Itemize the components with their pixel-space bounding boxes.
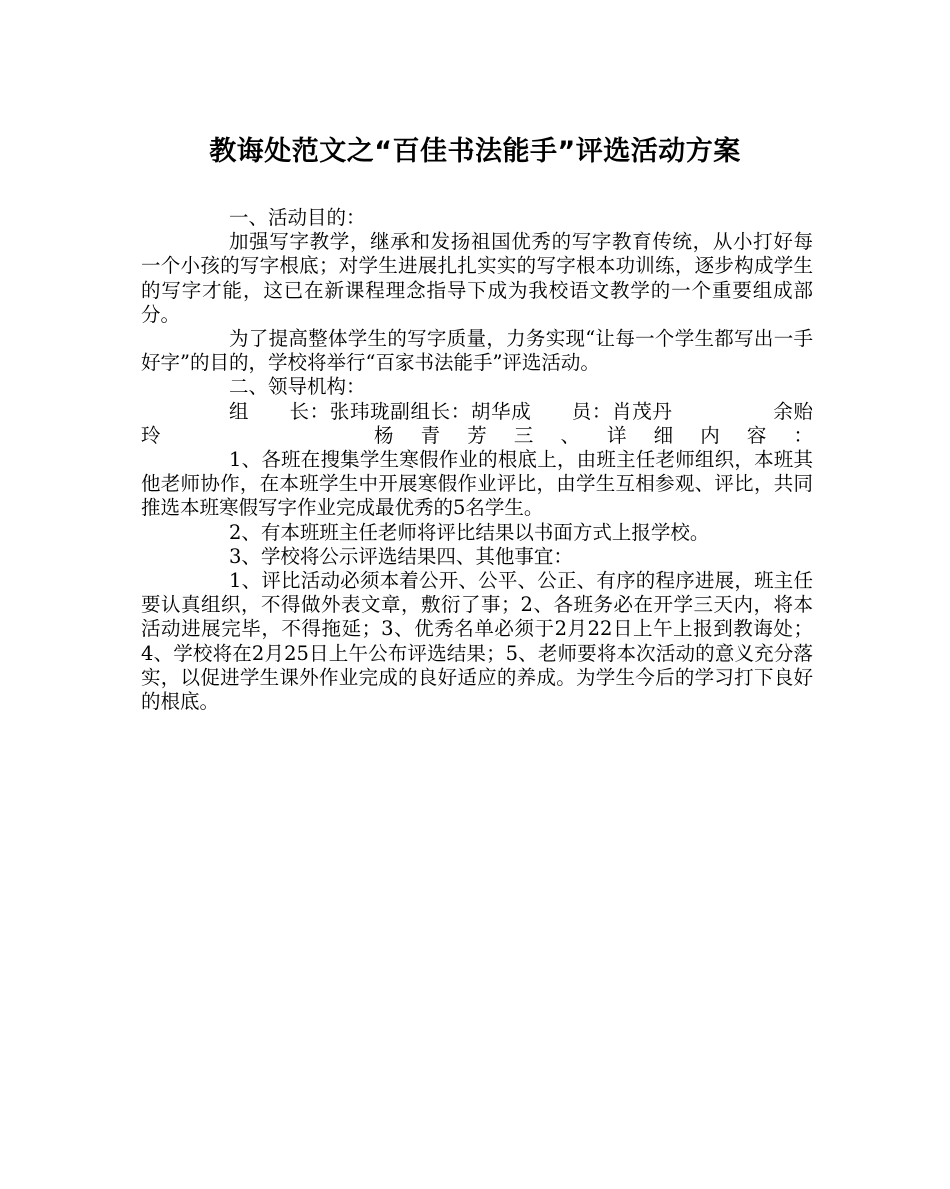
document-body — [141, 206, 813, 714]
document-title: 教诲处范文之“百佳书法能手”评选活动方案 — [209, 136, 741, 167]
paragraph-activity-goal: 为了提高整体学生的写字质量，力务实现“让每一个学生都写出一手好字”的目的，学校将举行“百家书法能手”评选活动。 — [141, 327, 813, 375]
paragraph-item-1: 1、各班在搜集学生寒假作业的根底上，由班主任老师组织，本班其他老师协作，在本班学生中开展寒假作业评比，由学生互相参观、评比，共同推选本班寒假写字作业完成最优秀的5名学生。 — [141, 448, 813, 520]
section-heading-leadership: 二、领导机构： — [229, 375, 366, 399]
paragraph-purpose-detail: 加强写字教学，继承和发扬祖国优秀的写字教育传统，从小打好每一个小孩的写字根底；对学生进展扎扎实实的写字根本功训练，逐步构成学生的写字才能，这已在新课程理念指导下成为我校语文教学的一个重要组成部分。 — [141, 230, 813, 326]
paragraph-item-3: 3、学校将公示评选结果四、其他事宜： — [229, 544, 573, 568]
paragraph-other-matters: 1、评比活动必须本着公开、公平、公正、有序的程序进展，班主任要认真组织，不得做外表文章，敷衍了事；2、各班务必在开学三天内，将本活动进展完毕，不得拖延；3、优秀名单必须于2月22日上午上报到教诲处；4、学校将在2月25日上午公布评选结果；5、老师要将本次活动的意义充分落实，以促进学生课外作业完成的良好适应的养成。为学生今后的学习打下良好的根底。 — [141, 569, 813, 714]
section-heading-purpose: 一、活动目的： — [229, 206, 366, 229]
paragraph-leadership-members: 组 长：张玮珑副组长：胡华成 员：肖茂丹 余贻玲 杨青芳三、详细内容： — [141, 399, 813, 447]
paragraph-item-2: 2、有本班班主任老师将评比结果以书面方式上报学校。 — [229, 520, 710, 544]
